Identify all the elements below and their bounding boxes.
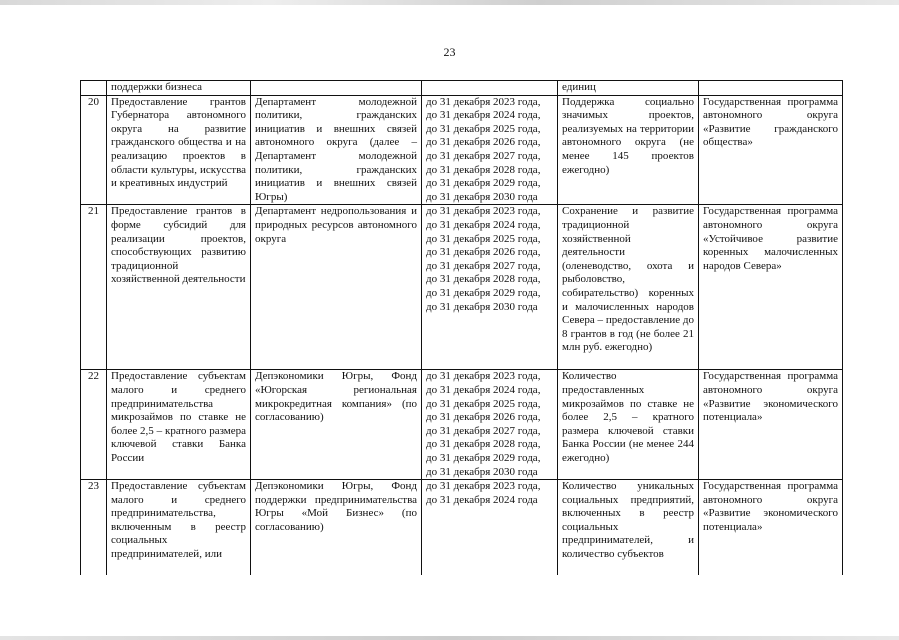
deadline-item: до 31 декабря 2023 года, xyxy=(426,205,541,218)
executor: Депэкономики Югры, Фонд поддержки предпринимательства Югры «Мой Бизнес» (по согласованию) xyxy=(251,480,422,576)
deadline-item: до 31 декабря 2030 года xyxy=(426,190,538,203)
expected-result: Количество предоставленных микрозаймов по ставке не более 2,5 – кратного размера ключевой ставки Банка России (не менее 244 ежегодно) xyxy=(558,370,699,480)
expected-result: Сохранение и развитие традиционной хозяйственной деятельности (оленеводство, охота и рыболовство, собирательство) коренных и малочисленных народов Севера – предоставление до 8 грантов в год (не более 21 млн руб. ежегодно) xyxy=(558,205,699,370)
cell-name: поддержки бизнеса xyxy=(107,81,251,96)
table-row xyxy=(81,480,843,576)
deadline-item: до 31 декабря 2024 года, xyxy=(426,109,541,122)
executor: Департамент молодежной политики, гражданских инициатив и внешних связей автономного округа (далее – Департамент молодежной политики, гражданских инициатив и внешних связей Югры) xyxy=(251,95,422,205)
deadline-item: до 31 декабря 2026 года, xyxy=(426,411,541,424)
row-number: 23 xyxy=(81,480,107,576)
cell-program xyxy=(699,81,843,96)
deadline-item: до 31 декабря 2023 года, xyxy=(426,370,541,383)
deadline-item: до 31 декабря 2029 года, xyxy=(426,286,541,299)
deadline-item: до 31 декабря 2027 года, xyxy=(426,149,541,162)
deadline-list xyxy=(422,370,558,480)
table-row xyxy=(81,95,843,205)
deadline-item: до 31 декабря 2027 года, xyxy=(426,424,541,437)
deadline-item: до 31 декабря 2030 года xyxy=(426,300,538,313)
deadline-item: до 31 декабря 2029 года, xyxy=(426,451,541,464)
deadline-item: до 31 декабря 2028 года, xyxy=(426,273,541,286)
deadline-item: до 31 декабря 2030 года xyxy=(426,465,538,478)
executor: Депэкономики Югры, Фонд «Югорская региональная микрокредитная компания» (по согласованию) xyxy=(251,370,422,480)
scan-edge-top xyxy=(0,0,899,5)
deadline-item: до 31 декабря 2023 года, xyxy=(426,480,541,493)
measure-name: Предоставление грантов в форме субсидий для реализации проектов, способствующих развитию традиционной хозяйственной деятельности xyxy=(107,205,251,370)
expected-result: Поддержка социально значимых проектов, реализуемых на территории автономного округа (не менее 145 проектов ежегодно) xyxy=(558,95,699,205)
cell-num xyxy=(81,81,107,96)
deadline-list xyxy=(422,480,558,576)
measure-name: Предоставление грантов Губернатора автономного округа на развитие гражданского общества и на реализацию проектов в области культуры, искусства и креативных индустрий xyxy=(107,95,251,205)
measure-name: Предоставление субъектам малого и среднего предпринимательства, включенным в реестр социальных предпринимателей, или xyxy=(107,480,251,576)
deadline-list xyxy=(422,95,558,205)
page-number: 23 xyxy=(443,45,456,59)
table-row-continuation xyxy=(81,81,843,96)
deadline-item: до 31 декабря 2023 года, xyxy=(426,95,541,108)
scan-edge-bottom xyxy=(0,636,899,640)
deadline-item: до 31 декабря 2024 года, xyxy=(426,383,541,396)
executor: Департамент недропользования и природных ресурсов автономного округа xyxy=(251,205,422,370)
row-number: 20 xyxy=(81,95,107,205)
deadline-item: до 31 декабря 2024 года, xyxy=(426,218,541,231)
deadline-item: до 31 декабря 2025 года, xyxy=(426,232,541,245)
deadline-item: до 31 декабря 2027 года, xyxy=(426,259,541,272)
cell-deadline xyxy=(422,81,558,96)
measures-table xyxy=(80,80,843,575)
deadline-item: до 31 декабря 2025 года, xyxy=(426,122,541,135)
deadline-item: до 31 декабря 2025 года, xyxy=(426,397,541,410)
table-row xyxy=(81,205,843,370)
measure-name: Предоставление субъектам малого и среднего предпринимательства микрозаймов по ставке не более 2,5 – кратного размера ключевой ставки Банка России xyxy=(107,370,251,480)
deadline-item: до 31 декабря 2026 года, xyxy=(426,246,541,259)
deadline-list xyxy=(422,205,558,370)
state-program: Государственная программа автономного округа «Развитие гражданского общества» xyxy=(699,95,843,205)
deadline-item: до 31 декабря 2029 года, xyxy=(426,177,541,190)
deadline-item: до 31 декабря 2028 года, xyxy=(426,163,541,176)
state-program: Государственная программа автономного округа «Устойчивое развитие коренных малочисленных народов Севера» xyxy=(699,205,843,370)
table-row xyxy=(81,370,843,480)
expected-result: Количество уникальных социальных предприятий, включенных в реестр социальных предпринимателей, и количество субъектов xyxy=(558,480,699,576)
deadline-item: до 31 декабря 2024 года xyxy=(426,493,538,506)
cell-executor xyxy=(251,81,422,96)
state-program: Государственная программа автономного округа «Развитие экономического потенциала» xyxy=(699,480,843,576)
deadline-item: до 31 декабря 2028 года, xyxy=(426,438,541,451)
cell-result: единиц xyxy=(558,81,699,96)
row-number: 22 xyxy=(81,370,107,480)
row-number: 21 xyxy=(81,205,107,370)
deadline-item: до 31 декабря 2026 года, xyxy=(426,136,541,149)
state-program: Государственная программа автономного округа «Развитие экономического потенциала» xyxy=(699,370,843,480)
